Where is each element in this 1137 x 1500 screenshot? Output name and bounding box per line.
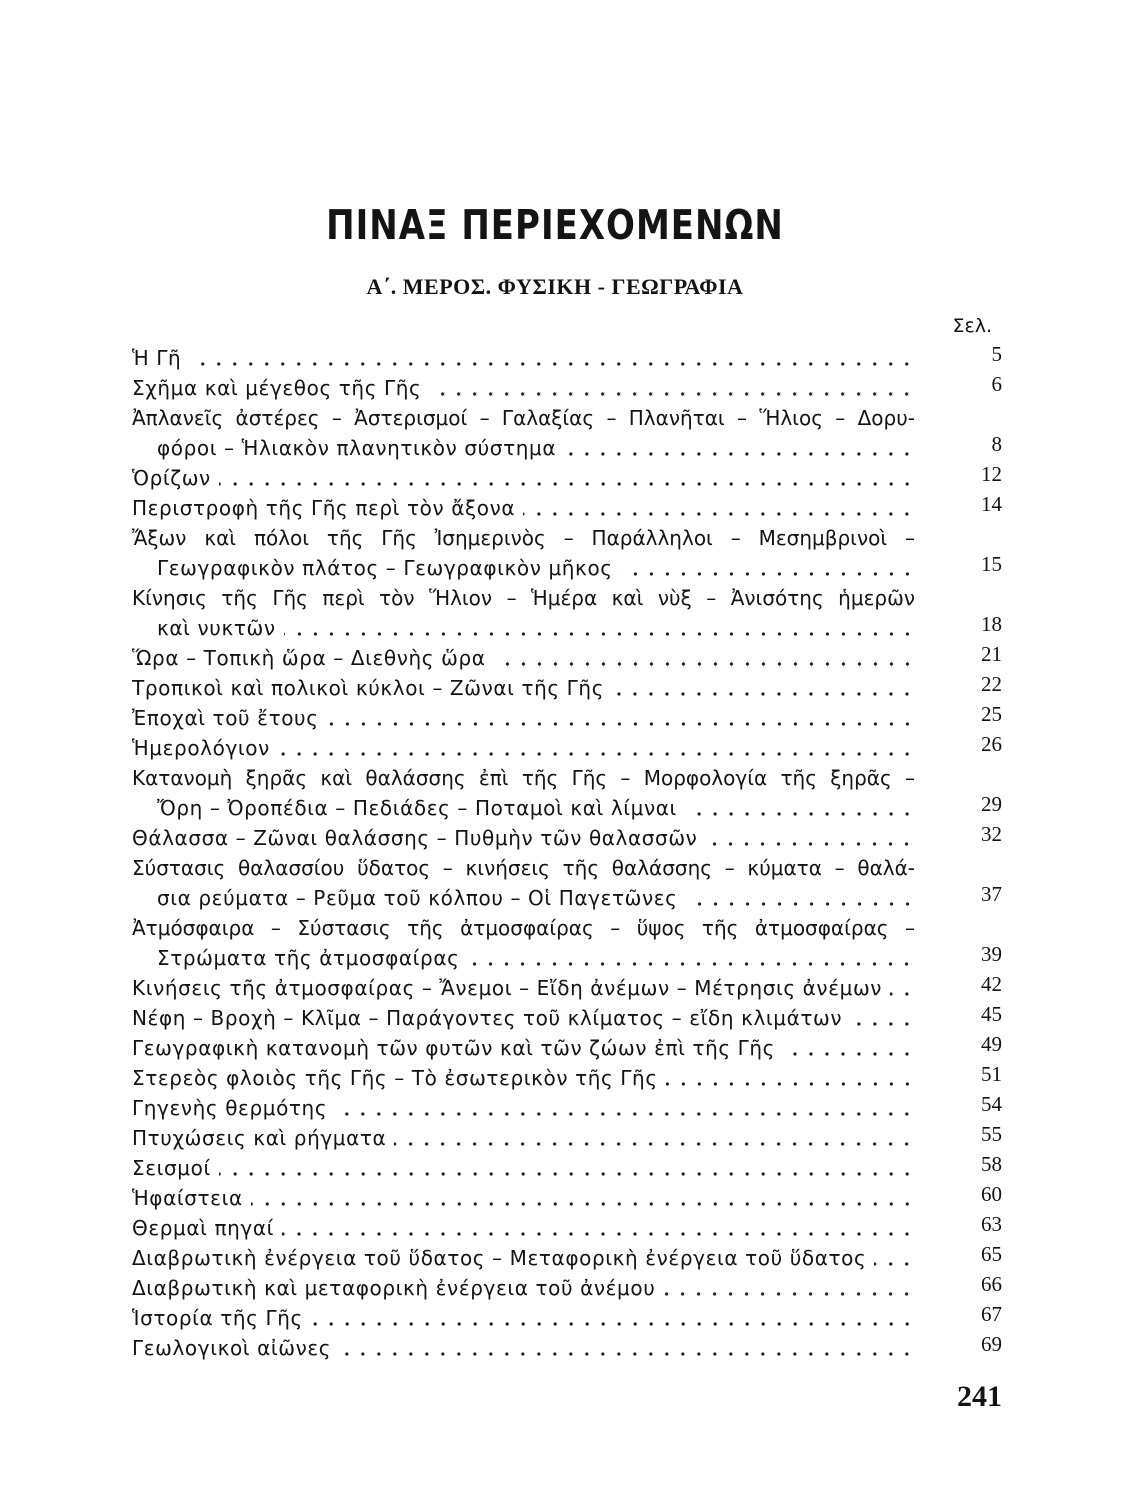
dot-leader	[335, 1093, 915, 1123]
toc-entry-page: 67	[981, 1302, 1002, 1326]
dot-leader	[311, 1303, 915, 1333]
toc-entry-page: 29	[981, 792, 1002, 816]
toc-entry-title: Ἱστορία τῆς Γῆς	[132, 1306, 303, 1330]
toc-entry-line	[132, 823, 1002, 853]
toc-entry-page: 26	[981, 732, 1002, 756]
toc-entry	[132, 1093, 1002, 1123]
toc-entry	[132, 1303, 1002, 1333]
toc-entry-title: Κινήσεις τῆς ἀτμοσφαίρας – Ἄνεμοι – Εἴδη ἀνέμων – Μέτρησις ἀνέμων	[132, 976, 883, 1000]
toc-entry-line	[132, 1063, 1002, 1093]
toc-entry-line	[132, 1273, 1002, 1303]
toc-entry-page: 63	[981, 1212, 1002, 1236]
toc-entry-page: 21	[981, 642, 1002, 666]
dot-leader	[494, 643, 915, 673]
toc-entry-line	[132, 493, 1002, 523]
toc-entry-line	[132, 943, 1002, 973]
dot-leader	[278, 733, 915, 763]
toc-entry-line	[132, 613, 1002, 643]
toc-entry-title-continuation: φόροι – Ἡλιακὸν πλανητικὸν σύστημα	[157, 436, 557, 460]
toc-entry-title-continuation: σια ρεύματα – Ρεῦμα τοῦ κόλπου – Οἱ Παγετῶνες	[157, 886, 678, 910]
page-column-label: Σελ.	[952, 315, 992, 337]
toc-entry-line	[132, 643, 1002, 673]
toc-entry-title: Ἡ Γῆ	[132, 346, 182, 370]
dot-leader	[523, 493, 915, 523]
toc-entry-title: Ὁρίζων	[132, 466, 211, 490]
toc-entry-line	[132, 1333, 1002, 1363]
toc-entry-line	[132, 1003, 1002, 1033]
dot-leader	[666, 1063, 915, 1093]
toc-entry-page: 58	[981, 1152, 1002, 1176]
page-number: 241	[957, 1380, 1002, 1413]
toc-entry	[132, 403, 1002, 463]
toc-entry-page: 18	[981, 612, 1002, 636]
toc-entry-line	[132, 883, 1002, 913]
toc-entry	[132, 1273, 1002, 1303]
toc-entry	[132, 1213, 1002, 1243]
page-title-text: ΠΙΝΑΞ ΠΕΡΙΕΧΟΜΕΝΩΝ	[326, 202, 784, 250]
dot-leader	[705, 823, 915, 853]
toc-entry	[132, 823, 1002, 853]
dot-leader	[890, 973, 915, 1003]
dot-leader	[219, 1153, 915, 1183]
toc-entry-line	[132, 583, 1002, 613]
toc-entry-title: Ὥρα – Τοπικὴ ὥρα – Διεθνὴς ὥρα	[132, 646, 486, 670]
toc-entry-title: Ἡφαίστεια	[132, 1186, 243, 1210]
toc-entry-line	[132, 973, 1002, 1003]
toc-entry-page: 6	[991, 372, 1002, 396]
toc-entry-line	[132, 403, 1002, 433]
toc-entry	[132, 1333, 1002, 1363]
toc-entry-line	[132, 433, 1002, 463]
toc-entry-line	[132, 523, 1002, 553]
toc-entry-line	[132, 1213, 1002, 1243]
dot-leader	[874, 1243, 915, 1273]
toc-entry-page: 49	[981, 1032, 1002, 1056]
toc-entry-title: Σχῆμα καὶ μέγεθος τῆς Γῆς	[132, 376, 422, 400]
toc-entry-title: Ἀπλανεῖς ἀστέρες – Ἀστερισμοί – Γαλαξίας – Πλανῆται – Ἥλιος – Δορυ-	[132, 406, 915, 430]
toc-entry-title: Στερεὸς φλοιὸς τῆς Γῆς – Τὸ ἐσωτερικὸν τῆς Γῆς	[132, 1066, 658, 1090]
toc-entry-page: 22	[981, 672, 1002, 696]
toc-entry	[132, 853, 1002, 913]
dot-leader	[783, 1033, 915, 1063]
toc-entry-title: Γηγενὴς θερμότης	[132, 1096, 328, 1120]
toc-entry-title: Διαβρωτικὴ ἐνέργεια τοῦ ὕδατος – Μεταφορικὴ ἐνέργεια τοῦ ὕδατος	[132, 1246, 867, 1270]
toc-entry-title: Γεωγραφικὴ κατανομὴ τῶν φυτῶν καὶ τῶν ζώων ἐπὶ τῆς Γῆς	[132, 1036, 776, 1060]
toc-entry	[132, 373, 1002, 403]
toc-entry	[132, 973, 1002, 1003]
toc-entry-title-continuation: Στρώματα τῆς ἀτμοσφαίρας	[157, 946, 460, 970]
toc-entry	[132, 1243, 1002, 1273]
toc-entry-page: 12	[981, 462, 1002, 486]
toc-entry-title: Τροπικοὶ καὶ πολικοὶ κύκλοι – Ζῶναι τῆς Γῆς	[132, 676, 605, 700]
toc-entry-page: 55	[981, 1122, 1002, 1146]
toc-entry-title: Πτυχώσεις καὶ ρήγματα	[132, 1126, 387, 1150]
dot-leader	[663, 1273, 915, 1303]
dot-leader	[850, 1003, 915, 1033]
toc-entry-title: Νέφη – Βροχὴ – Κλῖμα – Παράγοντες τοῦ κλίματος – εἴδη κλιμάτων	[132, 1006, 843, 1030]
dot-leader	[282, 1213, 915, 1243]
toc-entry	[132, 1033, 1002, 1063]
toc-entry-title-continuation: Ὄρη – Ὀροπέδια – Πεδιάδες – Ποταμοὶ καὶ λίμναι	[157, 796, 677, 820]
toc-entry	[132, 1003, 1002, 1033]
toc-entry-title: Σεισμοί	[132, 1156, 211, 1180]
toc-entry-title: Διαβρωτικὴ καὶ μεταφορικὴ ἐνέργεια τοῦ ἀνέμου	[132, 1276, 656, 1300]
toc-entry-line	[132, 1183, 1002, 1213]
dot-leader	[429, 373, 915, 403]
toc-entry-page: 14	[981, 492, 1002, 516]
toc-entry-line	[132, 673, 1002, 703]
dot-leader	[189, 343, 915, 373]
toc-entry-title: Κίνησις τῆς Γῆς περὶ τὸν Ἥλιον – Ἡμέρα καὶ νὺξ – Ἀνισότης ἡμερῶν	[132, 586, 915, 610]
toc-entry-title: Γεωλογικοὶ αἰῶνες	[132, 1336, 332, 1360]
dot-leader	[394, 1123, 915, 1153]
toc-entry-title-continuation: Γεωγραφικὸν πλάτος – Γεωγραφικὸν μῆκος	[157, 556, 613, 580]
toc-entry-page: 65	[981, 1242, 1002, 1266]
section-heading: Α΄. ΜΕΡΟΣ. ΦΥΣΙΚΗ - ΓΕΩΓΡΑΦΙΑ	[366, 274, 744, 299]
toc-entry-line	[132, 1033, 1002, 1063]
dot-leader	[284, 613, 915, 643]
toc-entry-page: 54	[981, 1092, 1002, 1116]
toc-entry-title: Ἐποχαὶ τοῦ ἔτους	[132, 706, 319, 730]
toc-entry	[132, 733, 1002, 763]
toc-entry-page: 32	[981, 822, 1002, 846]
dot-leader	[251, 1183, 915, 1213]
toc-entry-line	[132, 793, 1002, 823]
toc-entry-title: Θερμαὶ πηγαί	[132, 1216, 274, 1240]
toc-entry-line	[132, 1123, 1002, 1153]
toc-entry	[132, 1063, 1002, 1093]
toc-entry	[132, 1153, 1002, 1183]
toc-entry	[132, 523, 1002, 583]
toc-entry-title: Περιστροφὴ τῆς Γῆς περὶ τὸν ἄξονα	[132, 496, 516, 520]
toc-entry	[132, 493, 1002, 523]
dot-leader	[467, 943, 915, 973]
dot-leader	[219, 463, 915, 493]
dot-leader	[621, 553, 915, 583]
page-title	[0, 202, 1110, 250]
toc-entry-line	[132, 703, 1002, 733]
toc-entry	[132, 643, 1002, 673]
toc-entry-page: 69	[981, 1332, 1002, 1356]
toc-entry-title: Ἀτμόσφαιρα – Σύστασις τῆς ἀτμοσφαίρας – ὕψος τῆς ἀτμοσφαίρας –	[132, 916, 915, 940]
toc-entry	[132, 343, 1002, 373]
toc-entry-title: Ἡμερολόγιον	[132, 736, 270, 760]
toc-entry-page: 25	[981, 702, 1002, 726]
toc-entry-line	[132, 343, 1002, 373]
dot-leader	[685, 793, 915, 823]
toc-entry-page: 42	[981, 972, 1002, 996]
toc-entry-line	[132, 733, 1002, 763]
toc-entry	[132, 673, 1002, 703]
toc-entry-line	[132, 373, 1002, 403]
toc-entry-page: 45	[981, 1002, 1002, 1026]
dot-leader	[612, 673, 915, 703]
toc-entry-line	[132, 1093, 1002, 1123]
dot-leader	[564, 433, 915, 463]
toc-entry-page: 60	[981, 1182, 1002, 1206]
toc-entry-line	[132, 853, 1002, 883]
toc-entry-page: 66	[981, 1272, 1002, 1296]
toc-entry-title: Θάλασσα – Ζῶναι θαλάσσης – Πυθμὴν τῶν θαλασσῶν	[132, 826, 698, 850]
table-of-contents	[132, 343, 1002, 1363]
toc-entry-page: 5	[991, 342, 1002, 366]
toc-entry-line	[132, 553, 1002, 583]
toc-entry-page: 51	[981, 1062, 1002, 1086]
toc-entry-title-continuation: καὶ νυκτῶν	[157, 616, 276, 640]
toc-entry-page: 8	[991, 432, 1002, 456]
toc-entry-line	[132, 1153, 1002, 1183]
toc-entry	[132, 1123, 1002, 1153]
toc-entry	[132, 913, 1002, 973]
toc-entry	[132, 463, 1002, 493]
dot-leader	[327, 703, 915, 733]
toc-entry-page: 37	[981, 882, 1002, 906]
toc-entry-line	[132, 1243, 1002, 1273]
toc-entry	[132, 1183, 1002, 1213]
dot-leader	[339, 1333, 915, 1363]
toc-entry-title: Σύστασις θαλασσίου ὕδατος – κινήσεις τῆς θαλάσσης – κύματα – θαλά-	[132, 856, 915, 880]
toc-entry-title: Κατανομὴ ξηρᾶς καὶ θαλάσσης ἐπὶ τῆς Γῆς – Μορφολογία τῆς ξηρᾶς –	[132, 766, 915, 790]
toc-entry	[132, 763, 1002, 823]
toc-entry-line	[132, 913, 1002, 943]
toc-entry-line	[132, 1303, 1002, 1333]
toc-entry-title: Ἄξων καὶ πόλοι τῆς Γῆς Ἰσημερινὸς – Παράλληλοι – Μεσημβρινοὶ –	[132, 526, 915, 550]
dot-leader	[686, 883, 916, 913]
toc-entry	[132, 583, 1002, 643]
toc-entry-line	[132, 463, 1002, 493]
toc-entry-page: 15	[981, 552, 1002, 576]
toc-entry-line	[132, 763, 1002, 793]
toc-entry-page: 39	[981, 942, 1002, 966]
toc-entry	[132, 703, 1002, 733]
